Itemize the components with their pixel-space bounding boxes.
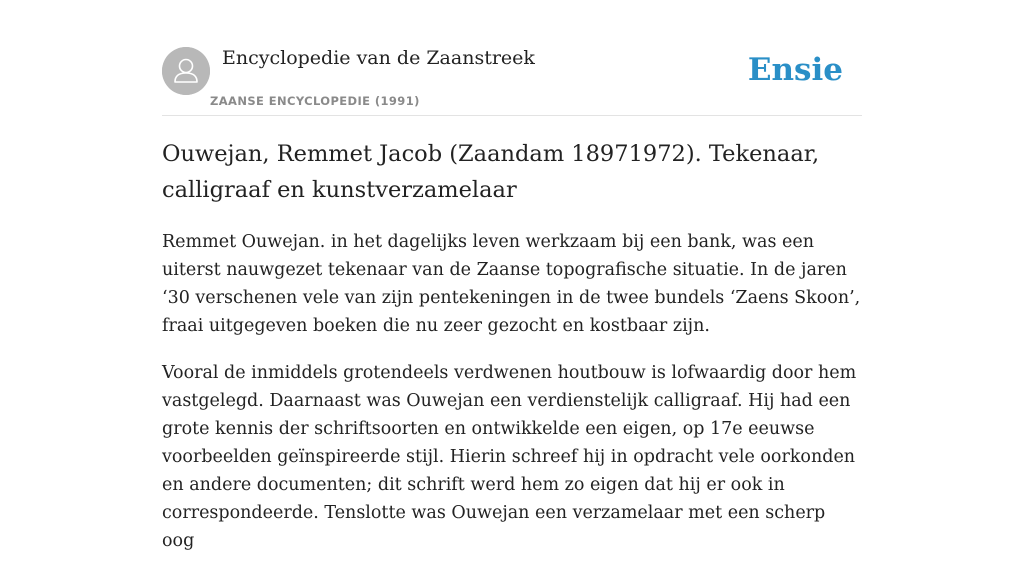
- user-avatar-icon-glyph: [162, 47, 210, 95]
- header-divider: [162, 115, 862, 116]
- entry-title: Ouwejan, Remmet Jacob (Zaandam 18971972). Tekenaar, calligraaf en kunstverzamelaar: [162, 141, 820, 203]
- user-avatar-icon[interactable]: [162, 47, 210, 95]
- entry-body: [162, 228, 862, 574]
- source-subtitle[interactable]: ZAANSE ENCYCLOPEDIE (1991): [210, 94, 420, 108]
- entry-paragraph: Vooral de inmiddels grotendeels verdwenen houtbouw is lofwaardig door hem vastgelegd. Daarnaast was Ouwejan een verdienstelijk calligraaf. Hij had een grote kennis der schriftsoorten en ontwikkelde een eigen, op 17e eeuwse voorbeelden geïnspireerde stijl. Hierin schreef hij in opdracht vele oorkonden en andere documenten; dit schrift werd hem zo eigen dat hij er ook in correspondeerde. Tenslotte was Ouwejan een verzamelaar met een scherp oog: [162, 363, 857, 551]
- brand-logo[interactable]: Ensie: [747, 52, 843, 88]
- entry-paragraph: Remmet Ouwejan. in het dagelijks leven werkzaam bij een bank, was een uiterst nauwgezet tekenaar van de Zaanse topografische situatie. In de jaren ‘30 verschenen vele van zijn pentekeningen in de twee bundels ‘Zaens Skoon’, fraai uitgegeven boeken die nu zeer gezocht en kostbaar zijn.: [162, 232, 861, 336]
- source-title[interactable]: Encyclopedie van de Zaanstreek: [222, 47, 535, 69]
